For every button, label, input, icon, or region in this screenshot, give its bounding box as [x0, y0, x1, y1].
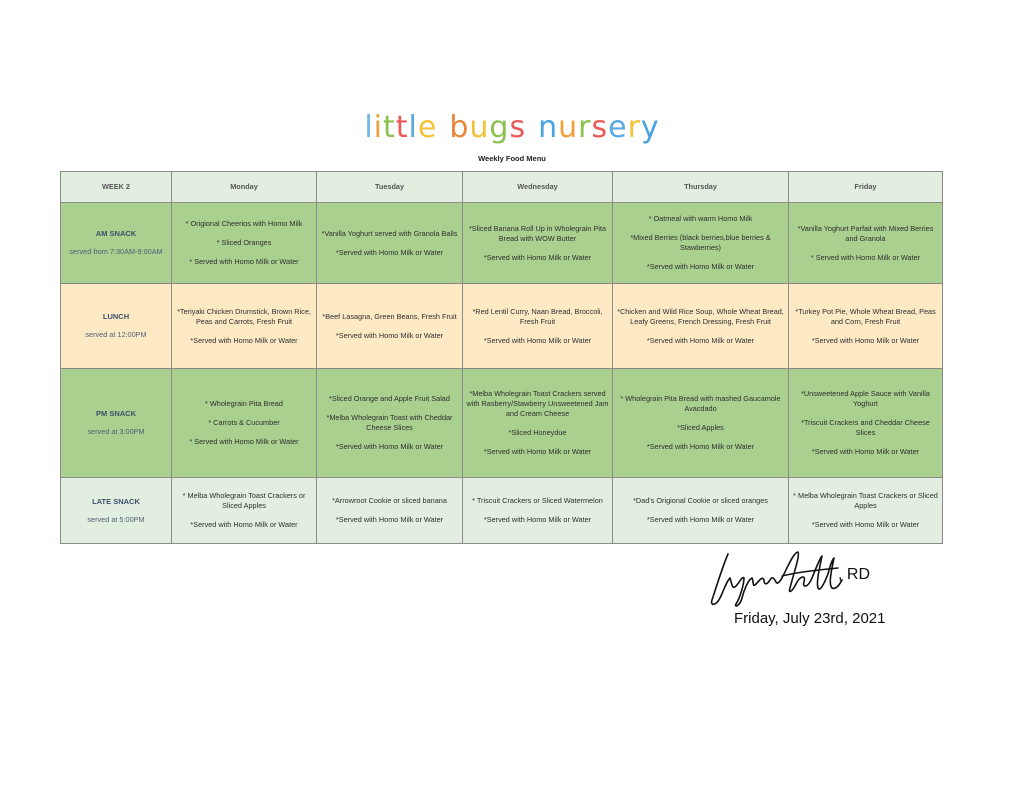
menu-item: * Served with Homo Milk or Water — [810, 252, 921, 262]
menu-cell — [172, 369, 317, 478]
menu-cell — [463, 369, 613, 478]
menu-cell — [172, 478, 317, 544]
menu-item: *Triscuit Crackers and Cheddar Cheese Slices — [801, 418, 930, 437]
logo-letter: s — [591, 110, 609, 145]
menu-item: *Served with Homo Milk or Water — [190, 520, 298, 529]
table-row — [61, 369, 943, 478]
menu-item: *Served with Homo Milk or Water — [483, 515, 592, 524]
menu-cell — [789, 369, 943, 478]
signature-date: Friday, July 23rd, 2021 — [734, 610, 886, 627]
meal-label-cell — [61, 284, 172, 369]
logo-letter: t — [383, 110, 396, 145]
menu-item: *Turkey Pot Pie, Whole Wheat Bread, Peas and Corn, Fresh Fruit — [795, 306, 936, 326]
menu-item: * Triscuit Crackers or Sliced Watermelon — [472, 496, 603, 505]
menu-item: *Served with Homo Milk or Water — [335, 330, 444, 340]
menu-item: *Beef Lasagna, Green Beans, Fresh Fruit — [322, 311, 457, 321]
logo-letter: l — [408, 110, 418, 145]
menu-cell — [613, 478, 789, 544]
menu-item: *Served with Homo Milk or Water — [646, 515, 755, 524]
menu-item: *Served with Homo Milk or Water — [811, 447, 920, 456]
menu-item: *Melba Wholegrain Toast with Cheddar Cheese Slices — [326, 413, 453, 432]
menu-item: * Origional Cheerios with Homo Milk — [185, 219, 303, 228]
day-header-thursday: Thursday — [613, 172, 789, 203]
meal-label-cell — [61, 369, 172, 478]
menu-cell — [317, 478, 463, 544]
menu-cell — [789, 203, 943, 284]
menu-cell — [613, 369, 789, 478]
table-row — [61, 203, 943, 284]
logo-letter: b — [449, 110, 470, 145]
menu-item: *Served with Homo Milk or Water — [483, 447, 592, 456]
logo-letter: u — [558, 110, 579, 145]
logo-letter: s — [509, 110, 527, 145]
meal-time: served from 7:30AM-9:00AM — [69, 247, 163, 256]
menu-subtitle: Weekly Food Menu — [478, 154, 546, 163]
meal-name: LATE SNACK — [92, 496, 140, 506]
day-header-wednesday: Wednesday — [463, 172, 613, 203]
menu-item: * Served with Homo Milk or Water — [189, 257, 299, 266]
weekly-menu-table — [60, 171, 943, 544]
meal-time: served at 5:00PM — [87, 514, 145, 524]
menu-item: * Carrots & Cucumber — [208, 418, 280, 427]
day-header-friday: Friday — [789, 172, 943, 203]
day-header-monday: Monday — [172, 172, 317, 203]
menu-item: *Served with Homo Milk or Water — [646, 262, 755, 271]
menu-item: *Served with Homo Milk or Water — [335, 515, 444, 524]
logo-letter: e — [608, 110, 628, 145]
menu-item: *Chicken and Wild Rice Soup, Whole Wheat Bread, Leafy Greens, French Dressing, Fresh Fruit — [617, 306, 784, 326]
menu-cell — [789, 284, 943, 369]
logo-letter: t — [395, 110, 409, 145]
menu-item: *Dad's Origional Cookie or sliced oranges — [633, 496, 768, 505]
meal-label-cell — [61, 478, 172, 544]
menu-cell — [317, 203, 463, 284]
table-header-row — [61, 172, 943, 203]
logo-letter: n — [538, 110, 559, 145]
signature-credential: , RD — [838, 566, 870, 583]
menu-cell — [317, 369, 463, 478]
meal-name: PM SNACK — [95, 409, 136, 418]
menu-item: *Sliced Orange and Apple Fruit Salad — [329, 394, 450, 403]
menu-cell — [789, 478, 943, 544]
menu-cell — [172, 284, 317, 369]
menu-item: *Served with Homo Milk or Water — [483, 252, 592, 262]
menu-item: *Melba Wholegrain Toast Crackers served with Rasberry/Stawberry Unsweetened Jam and Cream Cheese — [466, 389, 609, 418]
menu-item: *Teriyaki Chicken Drumstick, Brown Rice, Peas and Carrots, Fresh Fruit — [177, 306, 311, 326]
menu-cell — [463, 203, 613, 284]
meal-time: served at 3:00PM — [87, 427, 145, 436]
table-row — [61, 284, 943, 369]
logo-letter: u — [469, 110, 490, 145]
menu-item: *Served with Homo Milk or Water — [646, 442, 755, 451]
meal-name: LUNCH — [102, 312, 130, 321]
menu-item: *Vanilla Yoghurt served with Granola Balls — [321, 228, 458, 238]
logo-letter: y — [640, 110, 660, 145]
meal-label-cell — [61, 203, 172, 284]
menu-item: *Arrowroot Cookie or sliced banana — [332, 496, 447, 505]
menu-item: * Sliced Oranges — [216, 238, 272, 247]
menu-item: *Served with Homo Milk or Water — [646, 335, 755, 345]
menu-item: * Wholegrain Pita Bread with mashed Gaucamole Avacdado — [620, 394, 781, 413]
menu-cell — [463, 478, 613, 544]
nursery-logo — [0, 108, 1024, 148]
table-row — [61, 478, 943, 544]
logo-letter: g — [489, 110, 510, 145]
menu-item: *Sliced Honeydue — [508, 428, 567, 437]
day-header-tuesday: Tuesday — [317, 172, 463, 203]
menu-item: *Unsweetened Apple Sauce with Vanilla Yoghurt — [801, 389, 930, 408]
menu-item: *Sliced Apples — [677, 423, 724, 432]
menu-item: * Melba Wholegrain Toast Crackers or Sliced Apples — [793, 491, 938, 510]
meal-time: served at 12:00PM — [85, 330, 147, 339]
logo-letter: l — [364, 110, 374, 145]
logo-letter: r — [627, 110, 641, 145]
week-label: WEEK 2 — [61, 172, 172, 203]
menu-cell — [613, 284, 789, 369]
menu-item: * Wholegrain Pita Bread — [205, 399, 283, 408]
menu-item: * Served with Homo Milk or Water — [189, 437, 299, 446]
meal-name: AM SNACK — [95, 229, 137, 238]
menu-item: *Red Lentil Curry, Naan Bread, Broccoli, Fresh Fruit — [472, 306, 603, 326]
signature-image — [708, 548, 848, 610]
menu-cell — [317, 284, 463, 369]
menu-cell — [172, 203, 317, 284]
menu-item: *Served with Homo Milk or Water — [335, 442, 444, 451]
menu-item: *Served with Homo Milk or Water — [811, 520, 920, 529]
menu-item: *Vanilla Yoghurt Parfait with Mixed Berries and Granola — [797, 223, 934, 243]
menu-item: * Oatmeal with warm Homo Milk — [648, 214, 753, 223]
menu-item: *Mixed Berries (black berries,blue berries & Stawberries) — [630, 233, 771, 252]
menu-item: *Served with Homo Milk or Water — [335, 247, 444, 257]
menu-cell — [463, 284, 613, 369]
menu-item: *Served with Homo Milk or Water — [190, 335, 298, 345]
logo-letter: r — [578, 110, 592, 145]
menu-item: *Served with Homo Milk or Water — [483, 335, 592, 345]
logo-letter: i — [373, 110, 383, 145]
menu-item: *Sliced Banana Roll Up in Wholegrain Pita Bread with WOW Butter — [468, 223, 607, 243]
menu-cell — [613, 203, 789, 284]
menu-item: *Served with Homo Milk or Water — [811, 335, 920, 345]
menu-item: * Melba Wholegrain Toast Crackers or Sliced Apples — [182, 491, 306, 510]
logo-letter: e — [417, 110, 438, 145]
